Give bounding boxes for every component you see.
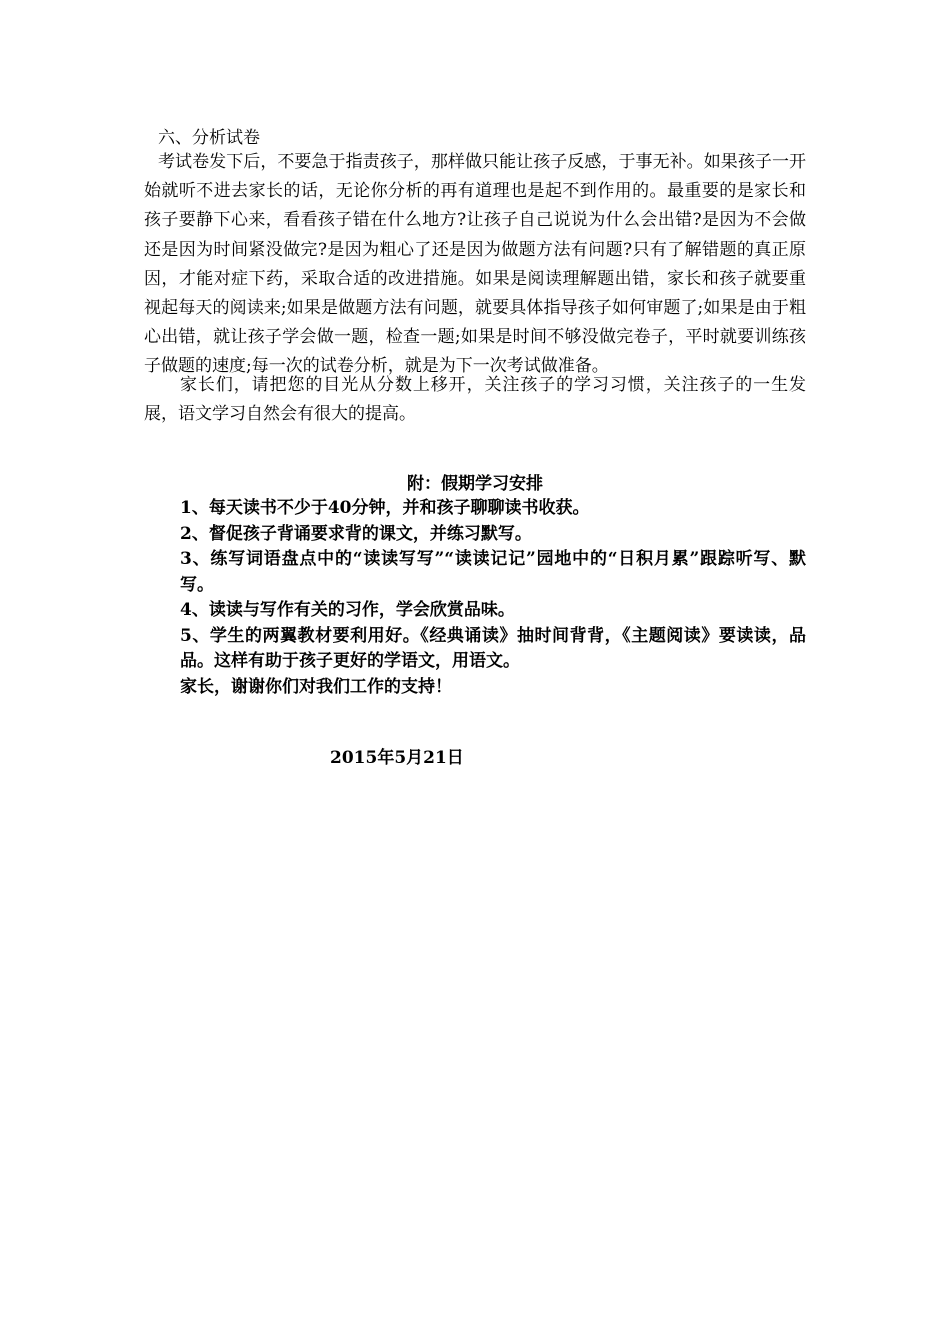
document-date: 2015年5月21日 bbox=[330, 748, 464, 768]
analysis-paragraph: 考试卷发下后，不要急于指责孩子，那样做只能让孩子反感，于事无补。如果孩子一开始就听不进去家长的话，无论你分析的再有道理也是起不到作用的。最重要的是家长和孩子要静下心来，看看孩子错在什么地方?让孩子自己说说为什么会出错?是因为不会做还是因为时间紧没做完?是因为粗心了还是因为做题方法有问题?只有了解错题的真正原因，才能对症下药，采取合适的改进措施。如果是阅读理解题出错，家长和孩子就要重视起每天的阅读来;如果是做题方法有问题，就要具体指导孩子如何审题了;如果是由于粗心出错，就让孩子学会做一题，检查一题;如果是时间不够没做完卷子，平时就要训练孩子做题的速度;每一次的试卷分析，就是为下一次考试做准备。 bbox=[144, 152, 806, 377]
appendix-list bbox=[180, 496, 806, 675]
appendix-title: 附：假期学习安排 bbox=[407, 474, 543, 494]
section-heading: 六、分析试卷 bbox=[158, 128, 260, 148]
appendix-item-5: 5、学生的两翼教材要利用好。《经典诵读》抽时间背背，《主题阅读》要读读，品品。这样有助于孩子更好的学语文，用语文。 bbox=[180, 625, 806, 671]
appendix-item-2: 2、督促孩子背诵要求背的课文，并练习默写。 bbox=[180, 523, 532, 544]
closing-thanks: 家长，谢谢你们对我们工作的支持！ bbox=[180, 677, 452, 697]
appendix-item-4: 4、读读与写作有关的习作，学会欣赏品味。 bbox=[180, 600, 515, 620]
appendix-item-3: 3、练写词语盘点中的“读读写写”“读读记记”园地中的“日积月累”跟踪听写、默写。 bbox=[180, 549, 806, 595]
advice-paragraph: 家长们，请把您的目光从分数上移开，关注孩子的学习习惯，关注孩子的一生发展，语文学习自然会有很大的提高。 bbox=[144, 375, 806, 425]
appendix-item-1: 1、每天读书不少于40分钟，并和孩子聊聊读书收获。 bbox=[180, 498, 590, 518]
